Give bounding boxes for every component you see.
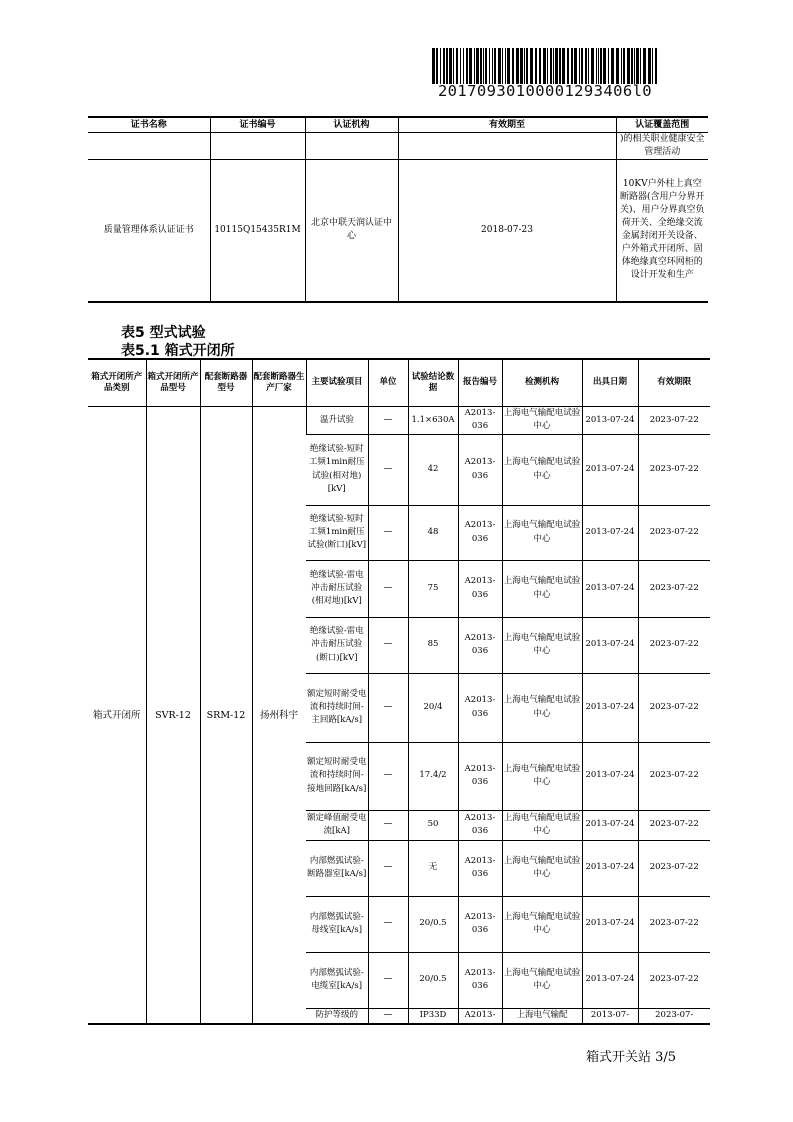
report-number-cell: A2013-036 [458,840,502,896]
test-item-cell: 绝缘试验-短时工频1min耐压试验(相对地)[kV] [306,434,368,505]
issue-date-cell: 2013-07-24 [582,896,638,952]
report-number-cell: A2013-036 [458,560,502,617]
barcode-bar [634,48,635,84]
test-lab-cell: 上海电气输配电试验中心 [502,896,582,952]
barcode-bar [520,48,523,84]
barcode-bar [440,48,441,84]
barcode-bar [446,48,448,84]
test-value-cell: 20/0.5 [408,952,458,1008]
section-heading-table5-1: 表5.1 箱式开闭所 [121,343,235,359]
col-breaker-model: 配套断路器型号 [200,359,252,407]
test-lab-cell: 上海电气输配电试验中心 [502,810,582,840]
barcode-bar [596,48,597,84]
valid-period-cell: 2023-07-22 [638,505,710,560]
barcode-bar [460,48,461,84]
report-number-cell: A2013-036 [458,673,502,742]
table-row [88,160,708,302]
test-value-cell: 50 [408,810,458,840]
issue-date-cell: 2013-07-24 [582,673,638,742]
col-issue-date: 出具日期 [582,359,638,407]
cert-number-cell [210,133,305,160]
barcode-bar [555,48,558,84]
cert-body-cell [305,133,398,160]
test-item-cell: 额定短时耐受电流和持续时间-接地回路[kA/s] [306,742,368,810]
unit-cell: — [368,434,408,505]
cert-body-cell: 北京中联天润认证中心 [305,160,398,302]
issue-date-cell: 2013-07-24 [582,505,638,560]
barcode-bar [553,48,554,84]
valid-period-cell: 2023-07-22 [638,896,710,952]
unit-cell: — [368,617,408,673]
col-product-category: 箱式开闭所产品类别 [88,359,146,407]
barcode-image [432,48,658,84]
barcode-bar [559,48,561,84]
barcode-bar [498,48,501,84]
report-number-cell: A2013-036 [458,742,502,810]
barcode-bar [492,48,493,84]
unit-cell: — [368,840,408,896]
col-test-value: 试验结论数据 [408,359,458,407]
barcode-bar [456,48,458,84]
issue-date-cell: 2013-07-24 [582,840,638,896]
test-value-cell: 无 [408,840,458,896]
test-lab-cell: 上海电气输配 [502,1008,582,1024]
test-value-cell: 17.4/2 [408,742,458,810]
valid-until-cell [398,133,616,160]
test-item-cell: 额定峰值耐受电流[kA] [306,810,368,840]
issue-date-cell: 2013-07-24 [582,560,638,617]
barcode-bar [524,48,525,84]
barcode-bar [567,48,569,84]
test-value-cell: 85 [408,617,458,673]
col-test-lab: 检测机构 [502,359,582,407]
test-value-cell: 20/4 [408,673,458,742]
unit-cell: — [368,742,408,810]
issue-date-cell: 2013-07-24 [582,407,638,435]
issue-date-cell: 2013-07-24 [582,434,638,505]
barcode-bar [585,48,587,84]
barcode-bar [505,48,506,84]
test-value-cell: 42 [408,434,458,505]
barcode-bar [652,48,653,84]
barcode-bar [485,48,487,84]
test-lab-cell: 上海电气输配电试验中心 [502,673,582,742]
report-number-cell: A2013-036 [458,505,502,560]
col-valid-until: 有效期至 [398,117,616,133]
barcode-bar [588,48,589,84]
test-lab-cell: 上海电气输配电试验中心 [502,742,582,810]
test-lab-cell: 上海电气输配电试验中心 [502,840,582,896]
col-coverage: 认证覆盖范围 [616,117,708,133]
barcode-bar [469,48,472,84]
report-number-cell: A2013-036 [458,952,502,1008]
barcode-bar [600,48,602,84]
barcode-bar [489,48,490,84]
barcode-bar [466,48,468,84]
barcode-bar [463,48,464,84]
page-footer: 箱式开关站 3/5 [586,1050,677,1065]
unit-cell: — [368,407,408,435]
barcode-bar [512,48,514,84]
type-test-table [88,358,710,1025]
col-cert-body: 认证机构 [305,117,398,133]
col-test-item: 主要试验项目 [306,359,368,407]
unit-cell: — [368,673,408,742]
report-number-cell: A2013-036 [458,434,502,505]
barcode-bar [562,48,565,84]
barcode-bar [640,48,641,84]
test-lab-cell: 上海电气输配电试验中心 [502,434,582,505]
unit-cell: — [368,810,408,840]
barcode-bar [436,48,438,84]
col-breaker-maker: 配套断路器生产厂家 [252,359,306,407]
barcode-bar [591,48,594,84]
col-report-number: 报告编号 [458,359,502,407]
valid-period-cell: 2023-07-22 [638,810,710,840]
barcode-bar [598,48,599,84]
barcode-bar [636,48,639,84]
issue-date-cell: 2013-07-24 [582,617,638,673]
barcode-bar [623,48,625,84]
barcode-bar [539,48,541,84]
barcode-bar [530,48,533,84]
barcode-bar [621,48,622,84]
valid-period-cell: 2023-07-22 [638,560,710,617]
certificate-table-header [88,117,708,133]
barcode-bar [535,48,537,84]
test-lab-cell: 上海电气输配电试验中心 [502,617,582,673]
test-item-cell: 内部燃弧试验-断路器室[kA/s] [306,840,368,896]
test-item-cell: 绝缘试验-雷电冲击耐压试验(相对地)[kV] [306,560,368,617]
barcode-bar [581,48,583,84]
test-value-cell: 75 [408,560,458,617]
barcode-bar [550,48,552,84]
col-product-model: 箱式开闭所产品型号 [146,359,200,407]
test-value-cell: 20/0.5 [408,896,458,952]
report-number-cell: A2013-036 [458,810,502,840]
barcode-bar [480,48,482,84]
product-model-cell: SVR-12 [146,407,200,1025]
cert-name-cell [88,133,210,160]
unit-cell: — [368,1008,408,1024]
unit-cell: — [368,560,408,617]
barcode-bar [579,48,580,84]
barcode-bar [603,48,606,84]
barcode-bar [543,48,546,84]
barcode-bar [516,48,519,84]
report-number-cell: A2013-036 [458,896,502,952]
valid-period-cell: 2023-07- [638,1008,710,1024]
valid-period-cell: 2023-07-22 [638,673,710,742]
report-number-cell: A2013-036 [458,407,502,435]
barcode-bar [483,48,484,84]
valid-period-cell: 2023-07-22 [638,434,710,505]
test-value-cell: 1.1×630A [408,407,458,435]
unit-cell: — [368,505,408,560]
test-item-cell: 内部燃弧试验-电缆室[kA/s] [306,952,368,1008]
barcode-bar [631,48,633,84]
col-cert-name: 证书名称 [88,117,210,133]
barcode-bar [526,48,528,84]
valid-period-cell: 2023-07-22 [638,407,710,435]
test-value-cell: IP33D [408,1008,458,1024]
test-item-cell: 额定短时耐受电流和持续时间-主回路[kA/s] [306,673,368,742]
breaker-maker-cell: 扬州科宇 [252,407,306,1025]
barcode-bar [494,48,496,84]
test-item-cell: 内部燃弧试验-母线室[kA/s] [306,896,368,952]
type-test-table-header [88,359,710,407]
barcode-bar [574,48,577,84]
barcode-bar [608,48,609,84]
issue-date-cell: 2013-07-24 [582,952,638,1008]
valid-period-cell: 2023-07-22 [638,617,710,673]
barcode-bar [648,48,651,84]
test-lab-cell: 上海电气输配电试验中心 [502,952,582,1008]
barcode-bar [502,48,503,84]
test-item-cell: 防护等级的 [306,1008,368,1024]
barcode-bar [432,48,435,84]
test-lab-cell: 上海电气输配电试验中心 [502,407,582,435]
test-item-cell: 绝缘试验-雷电冲击耐压试验(断口)[kV] [306,617,368,673]
barcode-bar [474,48,475,84]
table-row [88,407,710,435]
issue-date-cell: 2013-07-24 [582,742,638,810]
certificate-table [88,116,708,303]
col-unit: 单位 [368,359,408,407]
unit-cell: — [368,896,408,952]
test-item-cell: 温升试验 [306,407,368,435]
product-category-cell: 箱式开闭所 [88,407,146,1025]
coverage-cell: )的相关职业健康安全管理活动 [616,133,708,160]
valid-period-cell: 2023-07-22 [638,952,710,1008]
issue-date-cell: 2013-07- [582,1008,638,1024]
barcode-bar [453,48,454,84]
cert-number-cell: 10115Q15435R1M [210,160,305,302]
barcode-bar [449,48,452,84]
issue-date-cell: 2013-07-24 [582,810,638,840]
barcode-number: 20170930100001293406l0 [437,82,653,100]
report-number-cell: A2013-036 [458,617,502,673]
barcode-bar [616,48,619,84]
col-cert-number: 证书编号 [210,117,305,133]
test-lab-cell: 上海电气输配电试验中心 [502,560,582,617]
table-row [88,133,708,160]
test-lab-cell: 上海电气输配电试验中心 [502,505,582,560]
test-value-cell: 48 [408,505,458,560]
barcode-bar [655,48,657,84]
barcode-bar [643,48,646,84]
valid-period-cell: 2023-07-22 [638,840,710,896]
test-item-cell: 绝缘试验-短时工频1min耐压试验(断口)[kV] [306,505,368,560]
barcode-bar [507,48,510,84]
barcode-bar [627,48,630,84]
cert-name-cell: 质量管理体系认证证书 [88,160,210,302]
col-valid-period: 有效期限 [638,359,710,407]
barcode-bar [571,48,573,84]
section-heading-table5: 表5 型式试验 [121,325,206,341]
unit-cell: — [368,952,408,1008]
barcode-bar [443,48,445,84]
valid-period-cell: 2023-07-22 [638,742,710,810]
barcode-bar [611,48,614,84]
barcode-bar [547,48,548,84]
breaker-model-cell: SRM-12 [200,407,252,1025]
report-number-cell: A2013- [458,1008,502,1024]
valid-until-cell: 2018-07-23 [398,160,616,302]
barcode-bar [476,48,479,84]
coverage-cell: 10KV户外柱上真空断路器(含用户分界开关)、用户分界真空负荷开关、全绝缘交流金属封闭开关设备、户外箱式开闭所、固体绝缘真空环网柜的设计开发和生产 [616,160,708,302]
